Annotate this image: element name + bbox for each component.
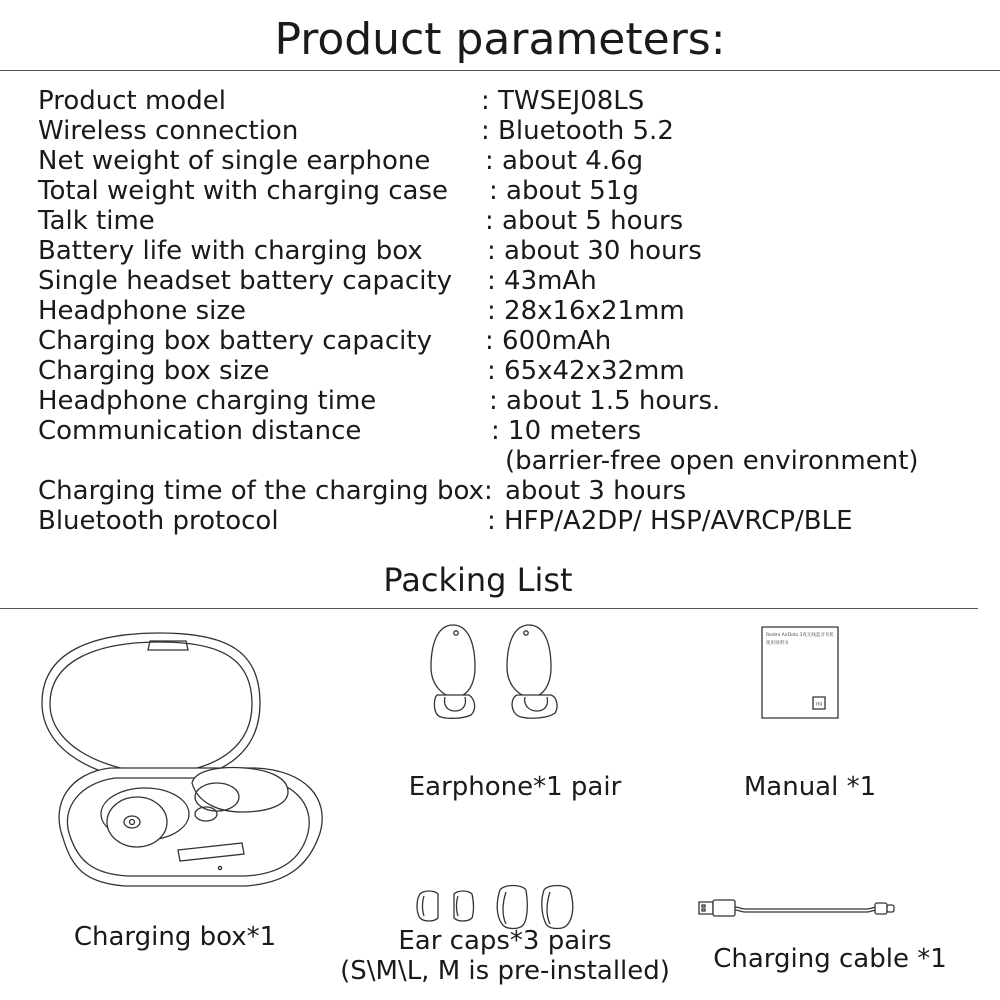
spec-value: : HFP/A2DP/ HSP/AVRCP/BLE <box>487 506 853 536</box>
spec-label: Bluetooth protocol <box>38 506 279 536</box>
spec-value: (barrier-free open environment) <box>505 446 919 476</box>
spec-row <box>38 296 968 326</box>
spec-value: : 65x42x32mm <box>487 356 685 386</box>
spec-label: Net weight of single earphone <box>38 146 431 176</box>
spec-row <box>38 206 968 236</box>
spec-label: Charging box battery capacity <box>38 326 432 356</box>
spec-value: : 10 meters <box>491 416 642 446</box>
manual-cover-subtitle: 使用说明书 <box>766 641 789 646</box>
spec-value: : about 1.5 hours. <box>489 386 721 416</box>
spec-label: Charging box size <box>38 356 270 386</box>
manual-cover-text: Redmi AirDots 3真无线蓝牙耳机 <box>766 633 834 638</box>
spec-row <box>38 386 968 416</box>
spec-label: Product model <box>38 86 226 116</box>
manual-logo: mi <box>815 701 823 708</box>
spec-label: Headphone charging time <box>38 386 377 416</box>
spec-value: : about 30 hours <box>487 236 702 266</box>
charging-cable-icon <box>695 895 900 925</box>
spec-label: Headphone size <box>38 296 247 326</box>
charging-cable-caption: Charging cable *1 <box>713 944 947 974</box>
spec-table <box>38 86 968 536</box>
spec-value: : 43mAh <box>487 266 597 296</box>
packing-list-title: Packing List <box>383 561 573 599</box>
spec-value: : 28x16x21mm <box>487 296 685 326</box>
ear-caps-note: (S\M\L, M is pre-installed) <box>340 956 670 986</box>
charging-box-icon <box>30 628 330 908</box>
spec-row <box>38 116 968 146</box>
spec-value: : 600mAh <box>485 326 612 356</box>
manual-icon <box>760 625 840 720</box>
spec-value: : about 4.6g <box>485 146 644 176</box>
spec-row <box>38 506 968 536</box>
spec-label: Communication distance <box>38 416 362 446</box>
page-title: Product parameters: <box>274 14 726 65</box>
spec-row <box>38 236 968 266</box>
spec-row <box>38 446 968 476</box>
earphone-icon <box>425 615 585 725</box>
packing-divider <box>0 608 978 609</box>
earphone-caption: Earphone*1 pair <box>408 772 622 802</box>
spec-label: Wireless connection <box>38 116 299 146</box>
spec-row <box>38 356 968 386</box>
title-divider <box>0 70 1000 71</box>
spec-label: Charging time of the charging box: <box>38 476 493 506</box>
spec-row <box>38 416 968 446</box>
spec-label: Single headset battery capacity <box>38 266 453 296</box>
charging-box-caption: Charging box*1 <box>73 922 277 952</box>
spec-row <box>38 326 968 356</box>
spec-value: : about 5 hours <box>485 206 684 236</box>
spec-label: Total weight with charging case <box>38 176 449 206</box>
ear-caps-caption: Ear caps*3 pairs <box>398 926 612 956</box>
spec-label: Battery life with charging box <box>38 236 423 266</box>
spec-value: about 3 hours <box>505 476 687 506</box>
spec-label: Talk time <box>38 206 155 236</box>
spec-row <box>38 146 968 176</box>
spec-row <box>38 476 968 506</box>
manual-caption: Manual *1 <box>743 772 877 802</box>
spec-row <box>38 176 968 206</box>
spec-row <box>38 86 968 116</box>
spec-value: : Bluetooth 5.2 <box>481 116 674 146</box>
spec-value: : about 51g <box>489 176 639 206</box>
spec-value: : TWSEJ08LS <box>481 86 645 116</box>
spec-row <box>38 266 968 296</box>
